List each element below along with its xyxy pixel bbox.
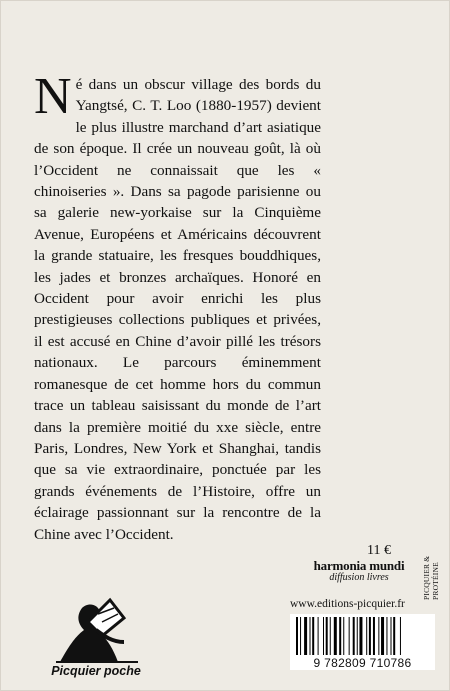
blurb-text: é dans un obscur village des bords du Yangtsé, C. T. Loo (1880-1957) devient le plus illustre marchand d’art asiatique de son époque. Il crée un nouveau goût, là où l’Occident ne connaissait que les « chinoiseries ». Dans sa pagode parisienne ou sa galerie new-yorkaise sur la Cinquième Avenue, Européens et Américains découvrent la grande statuaire, les fresques bouddhiques, les jades et bronzes archaïques. Honoré en Occident pour avoir enrichi les plus prestigieuses collections publiques et privées, il est accusé en Chine d’avoir pillé les trésors nationaux. Le parcours éminemment romanesque de cet homme hors du commun trace un tableau saisissant du monde de l’art dans la première moitié du xxe siècle, entre Paris, Londres, New York et Shanghai, tandis que sa vie extraordinaire, ponctuée par les grands événements de l’Histoire, offre un éclairage passionnant sur la rencontre de la Chine avec l’Occident. [34,76,321,543]
drop-cap: N [34,68,72,125]
distributor-logo [303,558,415,583]
distributor-name: harmonia mundi [313,558,405,573]
distributor-subtitle: diffusion livres [329,572,389,583]
price-label: 11 € [367,543,391,558]
barcode-bars [294,617,431,657]
isbn-barcode [290,614,435,670]
book-blurb [34,68,321,545]
reading-figure-icon [52,592,142,664]
publisher-logo-text: Picquier poche [51,664,141,678]
publisher-vertical-label: PICQUIER & PROTÉINE [422,555,440,600]
isbn-number: 9 782809 710786 [313,656,412,670]
publisher-website[interactable]: www.editions-picquier.fr [290,598,405,610]
